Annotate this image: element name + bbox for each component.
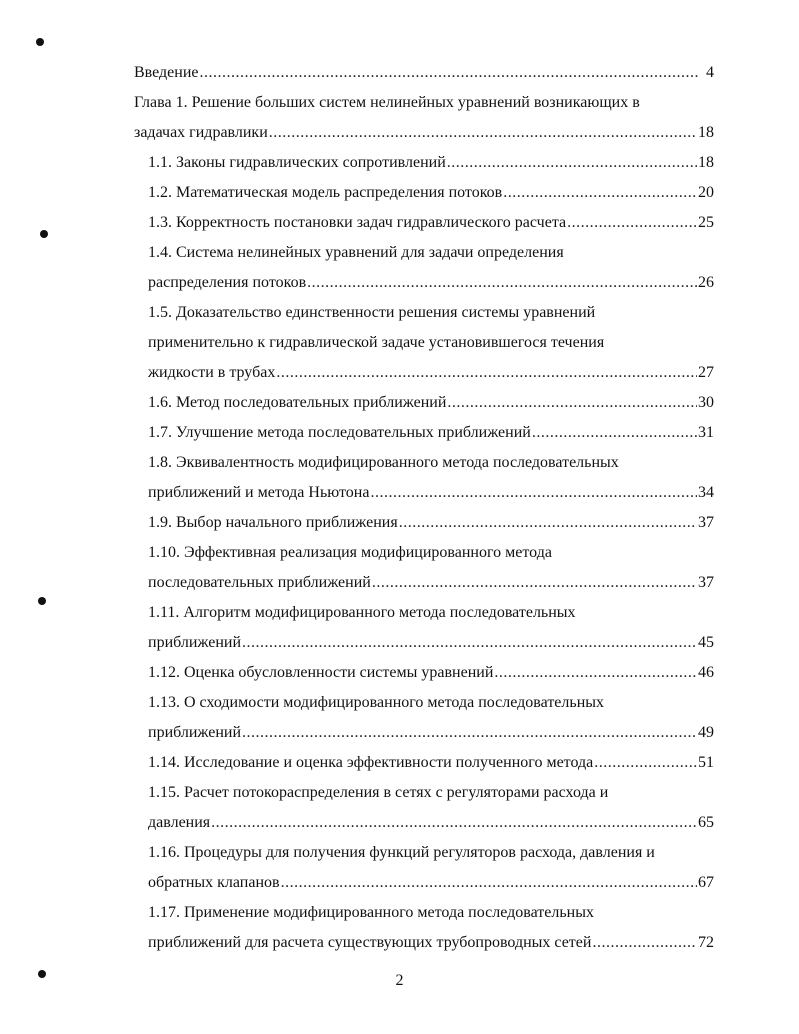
toc-entry-page: 37 <box>698 514 714 531</box>
toc-entry-title: давления <box>148 814 211 831</box>
dot-leader <box>447 153 697 173</box>
dot-leader <box>567 213 697 233</box>
page-number: 2 <box>395 972 404 989</box>
toc-entry-1-8-line-1: 1.8. Эквивалентность модифицированного метода последовательных <box>148 454 619 471</box>
toc-entry-page: 25 <box>698 214 714 231</box>
dot-leader <box>594 753 697 773</box>
toc-entry-title: приближений и метода Ньютона <box>148 484 370 501</box>
toc-entry-page: 45 <box>698 634 714 651</box>
toc-entry-page: 65 <box>698 814 714 831</box>
toc-entry-1-4-line-1: 1.4. Система нелинейных уравнений для задачи определения <box>148 244 564 261</box>
toc-entry-title: 1.9. Выбор начального приближения <box>148 514 398 531</box>
toc-entry-1-5-line-2: применительно к гидравлической задаче установившегося течения <box>148 334 605 351</box>
toc-entry-page: 34 <box>698 484 714 501</box>
toc-entry-1-11-line-1: 1.11. Алгоритм модифицированного метода последовательных <box>148 604 576 621</box>
dot-leader <box>399 513 697 533</box>
toc-entry-page: 67 <box>698 874 714 891</box>
toc-entry-title: Введение <box>134 64 199 81</box>
toc-entry-title: 1.1. Законы гидравлических сопротивлений <box>148 154 446 171</box>
toc-entry-page: 18 <box>698 124 714 141</box>
scan-mark <box>40 230 48 238</box>
toc-entry-title: 1.14. Исследование и оценка эффективности полученного метода <box>148 754 594 771</box>
dot-leader <box>592 933 697 953</box>
toc-entry-1-7[interactable] <box>148 423 714 445</box>
toc-entry-intro[interactable] <box>134 63 714 85</box>
toc-entry-page: 46 <box>698 664 714 681</box>
toc-entry-1-5[interactable] <box>148 363 714 385</box>
dot-leader <box>494 663 697 683</box>
toc-entry-1-4[interactable] <box>148 273 714 295</box>
toc-entry-1-1[interactable] <box>148 153 714 175</box>
toc-entry-title: 1.3. Корректность постановки задач гидравлического расчета <box>148 214 567 231</box>
toc-entry-1-14[interactable] <box>148 753 714 775</box>
toc-entry-1-11[interactable] <box>148 633 714 655</box>
toc-entry-page: 18 <box>698 154 714 171</box>
toc-entry-page: 27 <box>698 364 714 381</box>
dot-leader <box>503 183 697 203</box>
toc-entry-1-5-line-1: 1.5. Доказательство единственности решения системы уравнений <box>148 304 596 321</box>
toc-entry-1-2[interactable] <box>148 183 714 205</box>
toc-entry-1-13[interactable] <box>148 723 714 745</box>
toc-entry-title: 1.7. Улучшение метода последовательных приближений <box>148 424 531 441</box>
scan-mark <box>38 970 46 978</box>
toc-entry-page: 31 <box>698 424 714 441</box>
toc-entry-1-16[interactable] <box>148 873 714 895</box>
toc-entry-title: задачах гидравлики <box>134 124 268 141</box>
dot-leader <box>447 393 697 413</box>
dot-leader <box>281 873 697 893</box>
toc-entry-1-15[interactable] <box>148 813 714 835</box>
toc-entry-title: распределения потоков <box>148 274 307 291</box>
toc-entry-title: 1.2. Математическая модель распределения потоков <box>148 184 503 201</box>
toc-entry-page: 51 <box>698 754 714 771</box>
toc-entry-title: 1.12. Оценка обусловленности системы уравнений <box>148 664 494 681</box>
toc-entry-1-3[interactable] <box>148 213 714 235</box>
toc-entry-title: жидкости в трубах <box>148 364 276 381</box>
chapter-1-title-line-1: Глава 1. Решение больших систем нелинейных уравнений возникающих в <box>134 94 640 111</box>
toc-entry-page: 37 <box>698 574 714 591</box>
toc-entry-page: 30 <box>698 394 714 411</box>
toc-entry-1-15-line-1: 1.15. Расчет потокораспределения в сетях с регуляторами расхода и <box>148 784 609 801</box>
toc-entry-title: приближений <box>148 634 242 651</box>
toc-entry-page: 49 <box>698 724 714 741</box>
toc-entry-1-16-line-1: 1.16. Процедуры для получения функций регуляторов расхода, давления и <box>148 844 655 861</box>
toc-entry-title: приближений для расчета существующих трубопроводных сетей <box>148 934 592 951</box>
scan-mark <box>38 597 46 605</box>
toc-entry-page: 26 <box>698 274 714 291</box>
dot-leader <box>276 363 697 383</box>
scan-mark <box>36 38 44 46</box>
toc-entry-chapter-1[interactable] <box>134 123 714 145</box>
dot-leader <box>372 573 697 593</box>
toc-entry-1-13-line-1: 1.13. О сходимости модифицированного метода последовательных <box>148 694 604 711</box>
dot-leader <box>532 423 697 443</box>
toc-entry-1-6[interactable] <box>148 393 714 415</box>
toc-entry-1-8[interactable] <box>148 483 714 505</box>
toc-entry-title: приближений <box>148 724 242 741</box>
toc-entry-1-10-line-1: 1.10. Эффективная реализация модифицированного метода <box>148 544 552 561</box>
toc-entry-1-10[interactable] <box>148 573 714 595</box>
dot-leader <box>307 273 697 293</box>
dot-leader <box>269 123 697 143</box>
toc-entry-title: последовательных приближений <box>148 574 371 591</box>
toc-entry-title: 1.6. Метод последовательных приближений <box>148 394 447 411</box>
toc-entry-page: 4 <box>706 64 714 81</box>
toc-entry-1-17[interactable] <box>148 933 714 955</box>
dot-leader <box>200 63 700 83</box>
toc-entry-page: 72 <box>698 934 714 951</box>
dot-leader <box>370 483 697 503</box>
toc-entry-1-12[interactable] <box>148 663 714 685</box>
dot-leader <box>242 723 697 743</box>
toc-entry-1-9[interactable] <box>148 513 714 535</box>
dot-leader <box>242 633 697 653</box>
toc-entry-page: 20 <box>698 184 714 201</box>
toc-entry-1-17-line-1: 1.17. Применение модифицированного метода последовательных <box>148 904 594 921</box>
dot-leader <box>211 813 697 833</box>
toc-entry-title: обратных клапанов <box>148 874 280 891</box>
